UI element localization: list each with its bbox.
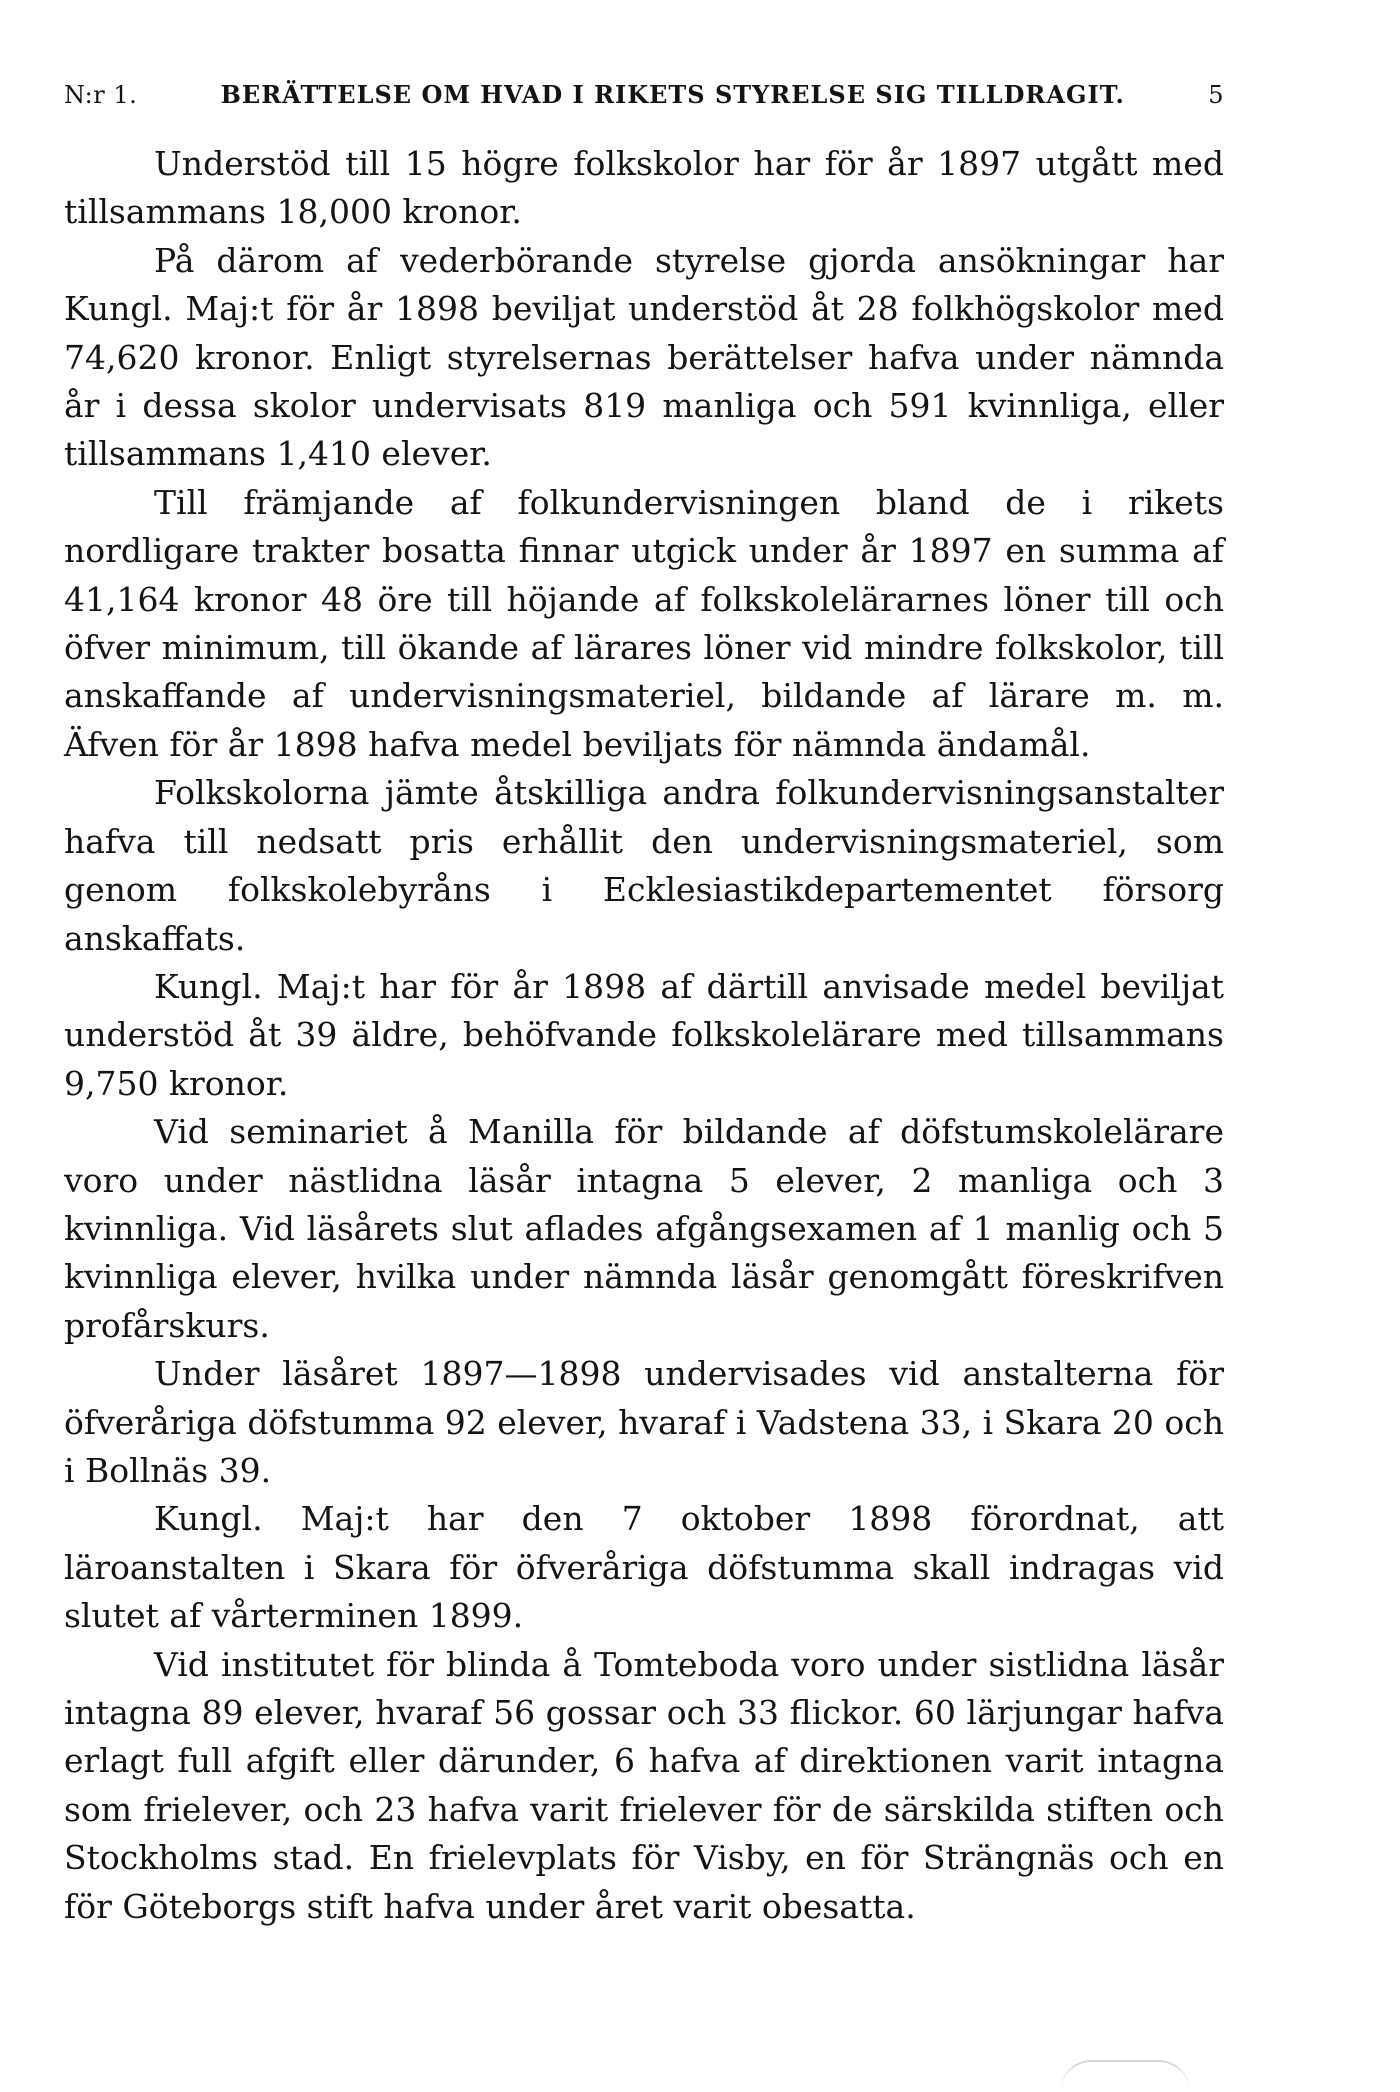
running-title: BERÄTTELSE OM HVAD I RIKETS STYRELSE SIG TILLDRAGIT. — [220, 80, 1125, 109]
paragraph-folkhogskolor: På därom af vederbörande styrelse gjorda ansökningar har Kungl. Maj:t för år 1898 beviljat understöd åt 28 folkhögskolor med 74,620 kronor. Enligt styrelsernas berättelser hafva under nämnda år i dessa skolor undervisats 819 manliga och 591 kvinnliga, eller tillsammans 1,410 elever. — [64, 240, 1224, 474]
paragraph-folkskolor-understod: Understöd till 15 högre folkskolor har för år 1897 utgått med tillsammans 18,000 kronor. — [64, 144, 1224, 232]
scan-edge-mark — [1060, 2060, 1190, 2092]
paragraph-finnar-folkundervisning: Till främjande af folkundervisningen bland de i rikets nordligare trakter bosatta finnar utgick under år 1897 en summa af 41,164 kronor 48 öre till höjande af folkskolelärarnes löner till och öfver minimum, till ökande af lärares löner vid mindre folkskolor, till anskaffande af undervisningsmateriel, bildande af lärare m. m. Äfven för år 1898 hafva medel beviljats för nämnda ändamål. — [64, 482, 1224, 764]
paragraph-aldre-folkskolelarare: Kungl. Maj:t har för år 1898 af därtill anvisade medel beviljat understöd åt 39 äldre, behöfvande folkskolelärare med tillsammans 9,750 kronor. — [64, 966, 1224, 1103]
issue-number: N:r 1. — [64, 81, 138, 109]
paragraph-skara-indragning: Kungl. Maj:t har den 7 oktober 1898 förordnat, att läroanstalten i Skara för öfveråriga döfstumma skall indragas vid slutet af vårterminen 1899. — [64, 1499, 1224, 1636]
document-page — [64, 80, 1224, 1931]
paragraph-ofverariga-dofstumma: Under läsåret 1897—1898 undervisades vid anstalterna för öfveråriga döfstumma 92 elever, hvaraf i Vadstena 33, i Skara 20 och i Bollnäs 39. — [64, 1354, 1224, 1490]
paragraph-seminariet-manilla: Vid seminariet å Manilla för bildande af döfstumskolelärare voro under nästlidna läsår intagna 5 elever, 2 manliga och 3 kvinnliga. Vid läsårets slut aflades afgångsexamen af 1 manlig och 5 kvinnliga elever, hvilka under nämnda läsår genomgått föreskrifven profårskurs. — [64, 1112, 1224, 1345]
paragraph-institutet-blinda: Vid institutet för blinda å Tomteboda voro under sistlidna läsår intagna 89 elever, hvaraf 56 gossar och 33 flickor. 60 lärjungar hafva erlagt full afgift eller därunder, 6 hafva af direktionen varit intagna som frielever, och 23 hafva varit frielever för de särskilda stiften och Stockholms stad. En frielevplats för Visby, en för Strängnäs och en för Göteborgs stift hafva under året varit obesatta. — [64, 1644, 1224, 1926]
paragraph-undervisningsmateriel: Folkskolorna jämte åtskilliga andra folkundervisningsanstalter hafva till nedsatt pris erhållit den undervisningsmateriel, som genom folkskolebyråns i Ecklesiastikdepartementet försorg anskaffats. — [64, 773, 1224, 958]
running-header — [64, 80, 1224, 132]
page-number: 5 — [1208, 81, 1224, 109]
body-text — [64, 140, 1224, 1931]
